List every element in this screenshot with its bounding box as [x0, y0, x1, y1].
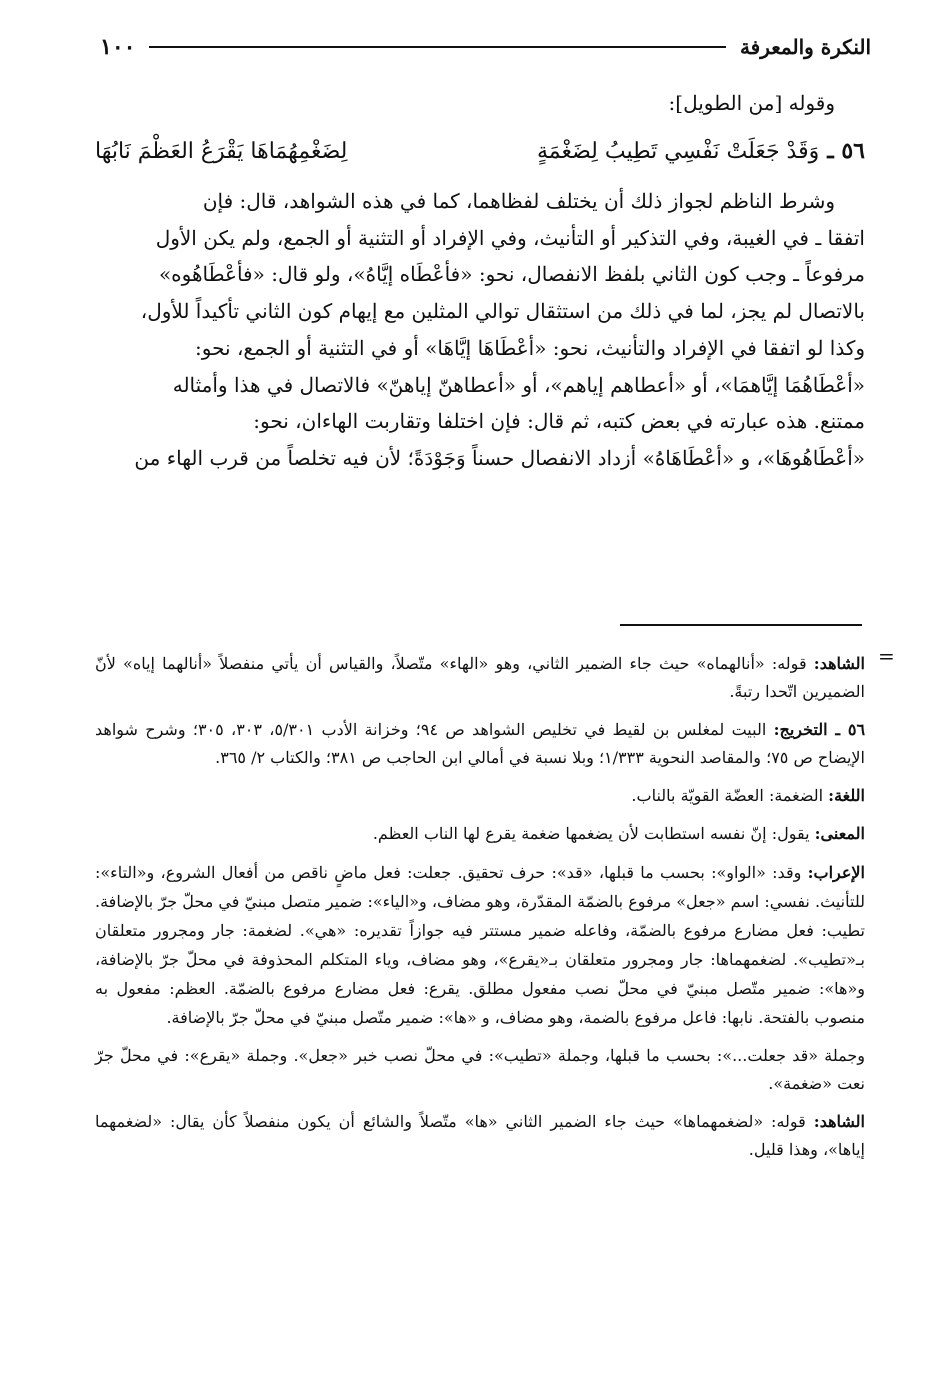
note-text: يقول: إنّ نفسه استطابت لأن يضغمها ضغمة يقرع لها الناب العظم.	[372, 824, 810, 843]
verse-number: ٥٦ ـ	[827, 138, 865, 164]
paragraph-line: «أعْطَاهُوهَا»، و «أعْطَاهَاهُ» أزداد الانفصال حسناً وَجَوْدَةً؛ لأن فيه تخلصاً من قرب الهاء من	[134, 445, 865, 470]
note-text: وجملة «قد جعلت...»: بحسب ما قبلها، وجملة «تطيب»: في محلّ نصب خبر «جعل». وجملة «يقرع»: في محلّ جرّ نعت «ضغمة».	[95, 1046, 865, 1093]
verse-intro: وقوله [من الطويل]:	[668, 91, 835, 115]
footnote-takhrij	[95, 716, 865, 772]
paragraph-line: مرفوعاً ـ وجب كون الثاني بلفظ الانفصال، نحو: «فأعْطَاه إيَّاهُ»، ولو قال: «فأعْطَاهُوه»	[158, 262, 865, 287]
note-label: اللغة:	[828, 786, 865, 805]
chapter-title: النكرة والمعرفة	[739, 35, 871, 59]
note-text: البيت لمغلس بن لقيط في تخليص الشواهد ص ٩٤؛ وخزانة الأدب ٥/٣٠١، ٣٠٣، ٣٠٥؛ وشرح شواهد الإيضاح ص ٧٥؛ والمقاصد النحوية ١/٣٣٣؛ وبلا نسبة في أمالي ابن الحاجب ص ٣٨١؛ والكتاب ٢/ ٣٦٥.	[95, 720, 865, 767]
running-header	[100, 30, 871, 64]
paragraph-line: وكذا لو اتفقا في الإفراد والتأنيث، نحو: «أعْطَاهَا إيَّاهَا» أو في التثنية أو الجمع، نحو:	[195, 335, 865, 360]
note-label: الشاهد:	[813, 654, 865, 673]
note-text: الضغمة: العضّة القويّة بالناب.	[631, 786, 824, 805]
note-label: المعنى:	[814, 824, 865, 843]
footnote-shahid	[95, 1108, 865, 1164]
note-label: الإعراب:	[807, 863, 865, 882]
footnote-sentences	[95, 1042, 865, 1098]
footnote-continuation-mark: =	[878, 644, 895, 668]
note-text: قوله: «أنالهماه» حيث جاء الضمير الثاني، وهو «الهاء» متّصلاً، والقياس أن يأتي منفصلاً «أنالهما إياه» لأنّ الضميرين اتّحدا رتبةً.	[95, 654, 865, 701]
page-number: ١٠٠	[100, 34, 136, 60]
header-rule	[149, 46, 726, 48]
footnote-lugha	[95, 782, 865, 810]
paragraph-line: «أعْطَاهُمَا إيَّاهمَا»، أو «أعطاهم إياهم»، أو «أعطاهنّ إياهنّ» فالاتصال في هذا وأمثاله	[172, 372, 865, 397]
footnote-irab	[95, 858, 865, 1032]
main-text	[95, 84, 865, 477]
verse-hemistich-second: لِضَغْمِهُمَاهَا يَقْرَعُ العَظْمَ نَابُهَا	[95, 139, 348, 164]
body-paragraph	[95, 183, 865, 477]
paragraph-line: ممتنع. هذه عبارته في بعض كتبه، ثم قال: فإن اختلفا وتقاربت الهاءان، نحو:	[253, 409, 865, 434]
note-text: قوله: «لضغمهماها» حيث جاء الضمير الثاني «ها» متّصلاً والشائع أن يكون منفصلاً كأن يقال: «لضغمهما إياها»، وهذا قليل.	[95, 1112, 865, 1159]
note-label: ٥٦ ـ التخريج:	[773, 720, 866, 739]
paragraph-line: اتفقا ـ في الغيبة، وفي التذكير أو التأنيث، وفي الإفراد أو التثنية أو الجمع، ولم يكن الأول	[155, 225, 865, 250]
paragraph-line: بالاتصال لم يجز، لما في ذلك من استثقال توالي المثلين مع إيهام كون الثاني تأكيداً للأول،	[140, 299, 865, 324]
note-label: الشاهد:	[813, 1112, 865, 1131]
paragraph-line: وشرط الناظم لجواز ذلك أن يختلف لفظاهما، كما في هذه الشواهد، قال: فإن	[202, 189, 835, 213]
footnote-shahid-previous	[95, 650, 865, 706]
footnotes	[95, 650, 865, 1174]
footnote-separator	[620, 624, 862, 626]
footnote-maana	[95, 820, 865, 848]
verse-hemistich-first: وَقَدْ جَعَلَتْ نَفْسِي تَطِيبُ لِضَغْمَةٍ	[536, 139, 820, 164]
note-text: وقد: «الواو»: بحسب ما قبلها، «قد»: حرف تحقيق. جعلت: فعل ماضٍ ناقص من أفعال الشروع، و«التاء»: للتأنيث. نفسي: اسم «جعل» مرفوع بالضمّة المقدّرة، وهو مضاف، و«الياء»: ضمير متصل مبنيّ في محلّ جرّ بالإضافة. تطيب: فعل مضارع مرفوع بالضمّة، وفاعله ضمير مستتر فيه جوازاً تقديره: «هي». لضغمة: جار ومجرور متعلقان بـ«تطيب». لضغمهماها: جار ومجرور متعلقان بـ«يقرع»، وهو مضاف، وياء المتكلم المحذوفة في محلّ جرّ بالإضافة، و«ها»: ضمير متّصل مبنيّ في محلّ نصب مفعول مطلق. يقرع: فعل مضارع مرفوع بالضمّة. العظم: مفعول به منصوب بالفتحة. نابها: فاعل مرفوع بالضمة، وهو مضاف، و «ها»: ضمير متّصل مبنيّ في محلّ جرّ بالإضافة.	[95, 863, 865, 1027]
verse-line	[95, 128, 865, 175]
